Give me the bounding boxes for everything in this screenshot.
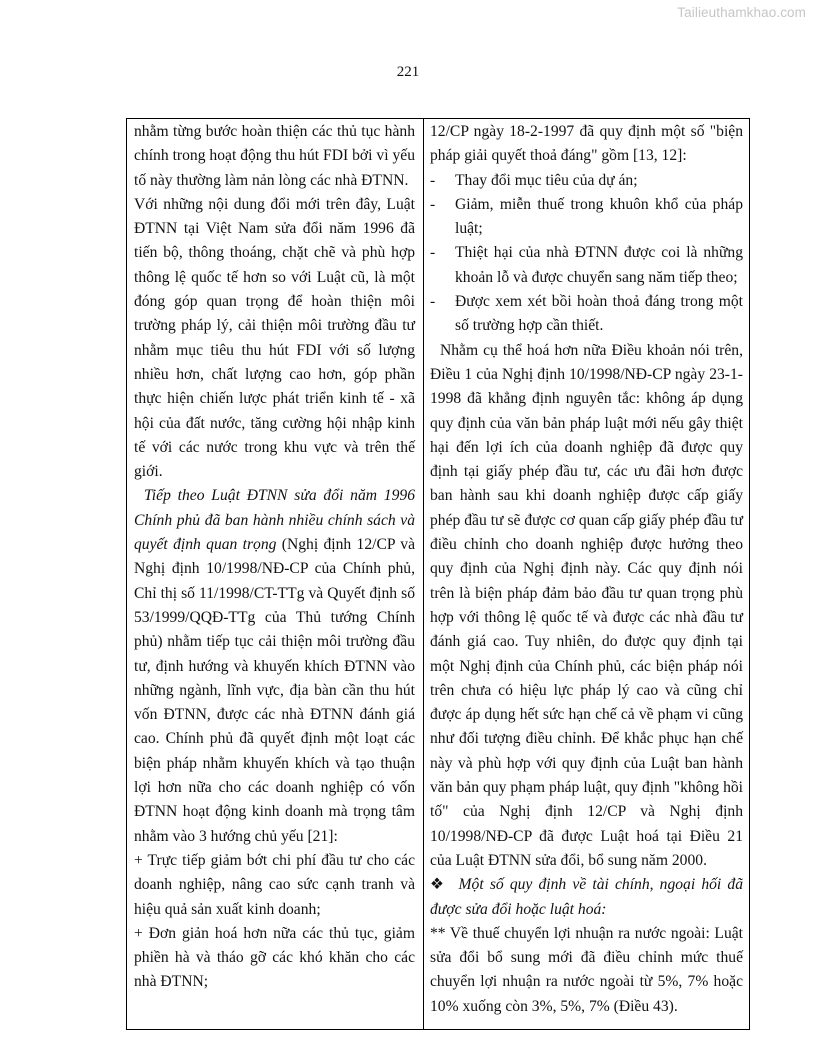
right-column — [430, 120, 743, 1019]
left-paragraph-5: + Đơn giản hoá hơn nữa các thủ tục, giảm phiền hà và tháo gỡ các khó khăn cho các nhà ĐTNN; — [134, 924, 415, 991]
list-item — [430, 169, 743, 193]
right-paragraph-4: ** Về thuế chuyển lợi nhuận ra nước ngoài: Luật sửa đổi bổ sung mới đã điều chỉnh mức thuế chuyển lợi nhuận ra nước ngoài từ 5%, 7% hoặc 10% xuống còn 3%, 5%, 7% (Điều 43). — [430, 924, 743, 1015]
list-item-text: Được xem xét bồi hoàn thoả đáng trong một số trường hợp cần thiết. — [455, 293, 743, 335]
right-paragraph-2: Nhằm cụ thể hoá hơn nữa Điều khoản nói trên, Điều 1 của Nghị định 10/1998/NĐ-CP ngày 23-1-1998 đã khẳng định nguyên tắc: không áp dụng quy định của văn bản pháp luật mới nếu gây thiệt hại đến lợi ích của doanh nghiệp đã được quy định tại giấy phép đầu tư, các ưu đãi hơn được ban hành sau khi doanh nghiệp được cấp giấy phép đầu tư sẽ được cơ quan cấp giấy phép đầu tư điều chỉnh cho doanh nghiệp được hưởng theo quy định của Nghị định này. Các quy định nói trên là biện pháp đảm bảo đầu tư quan trọng phù hợp với thông lệ quốc tế và được các nhà đầu tư đánh giá cao. Tuy nhiên, do được quy định tại một Nghị định của Chính phủ, các biện pháp nói trên chưa có hiệu lực pháp lý cao và cũng chỉ được áp dụng hết sức hạn chế cả về phạm vi cũng như đối tượng điều chỉnh. Để khắc phục hạn chế này và phù hợp với quy định của Luật ban hành văn bản quy phạm pháp luật, quy định "không hồi tố" của Nghị định 12/CP và Nghị định 10/1998/NĐ-CP đã được Luật hoá tại Điều 21 của Luật ĐTNN sửa đổi, bổ sung năm 2000. — [430, 341, 743, 869]
list-item-text: Thiệt hại của nhà ĐTNN được coi là những khoản lỗ và được chuyển sang năm tiếp theo; — [455, 244, 743, 286]
page-number: 221 — [396, 64, 420, 80]
section-heading-text: Một số quy định về tài chính, ngoại hối đã được sửa đổi hoặc luật hoá: — [430, 876, 744, 918]
diamond-bullet-icon: ❖ — [430, 876, 447, 894]
column-divider — [423, 119, 424, 1029]
list-item — [430, 290, 743, 339]
list-item — [430, 241, 743, 290]
left-paragraph-3 — [134, 484, 415, 848]
left-paragraph-4: + Trực tiếp giảm bớt chi phí đầu tư cho các doanh nghiệp, nâng cao sức cạnh tranh và hiệu quả sản xuất kinh doanh; — [134, 851, 415, 918]
left-paragraph-2: Với những nội dung đổi mới trên đây, Luật ĐTNN tại Việt Nam sửa đổi năm 1996 đã tiến bộ, thông thoáng, chặt chẽ và phù hợp thông lệ quốc tế hơn so với Luật cũ, là một đóng góp quan trọng để hoàn thiện môi trường pháp lý, cải thiện môi trường đầu tư nhằm mục tiêu thu hút FDI với số lượng nhiều hơn, chất lượng cao hơn, góp phần thực hiện chiến lược phát triển kinh tế - xã hội của đất nước, tăng cường hội nhập kinh tế với các nước trong khu vực và trên thế giới. — [134, 195, 415, 481]
dash-bullet: - — [430, 244, 436, 262]
left-paragraph-3-rest: (Nghị định 12/CP và Nghị định 10/1998/NĐ-CP của Chính phủ, Chỉ thị số 11/1998/CT-TTg và Quyết định số 53/1999/QQĐ-TTg của Thủ tướng Chính phủ) nhằm tiếp tục cải thiện môi trường đầu tư, định hướng và khuyến khích ĐTNN vào những ngành, lĩnh vực, địa bàn cần thu hút vốn ĐTNN, được các nhà ĐTNN đánh giá cao. Chính phủ đã quyết định một loạt các biện pháp nhằm khuyến khích và tạo thuận lợi hơn nữa cho các doanh nghiệp có vốn ĐTNN hoạt động kinh doanh mà trọng tâm nhằm vào 3 hướng chủ yếu [21]: — [134, 536, 415, 845]
list-item-text: Thay đổi mục tiêu của dự án; — [455, 171, 638, 189]
left-column — [134, 120, 415, 995]
dash-bullet: - — [430, 171, 436, 189]
list-item-text: Giảm, miễn thuế trong khuôn khổ của pháp luật; — [455, 195, 743, 238]
watermark: Tailieuthamkhao.com — [677, 5, 806, 20]
dash-bullet: - — [430, 293, 436, 311]
content-table — [126, 118, 750, 1030]
left-paragraph-1: nhằm từng bước hoàn thiện các thủ tục hành chính trong hoạt động thu hút FDI bởi vì yếu tố này thường làm nản lòng các nhà ĐTNN. — [134, 123, 415, 189]
left-paragraph-3-italic: Tiếp theo Luật ĐTNN sửa đổi năm 1996 Chính phủ đã ban hành nhiều chính sách và quyết định quan trọng — [134, 487, 415, 554]
dash-bullet: - — [430, 195, 436, 213]
right-section-heading — [430, 873, 743, 922]
right-paragraph-1: 12/CP ngày 18-2-1997 đã quy định một số "biện pháp giải quyết thoả đáng" gồm [13, 12]: — [430, 123, 743, 165]
list-item — [430, 193, 743, 242]
